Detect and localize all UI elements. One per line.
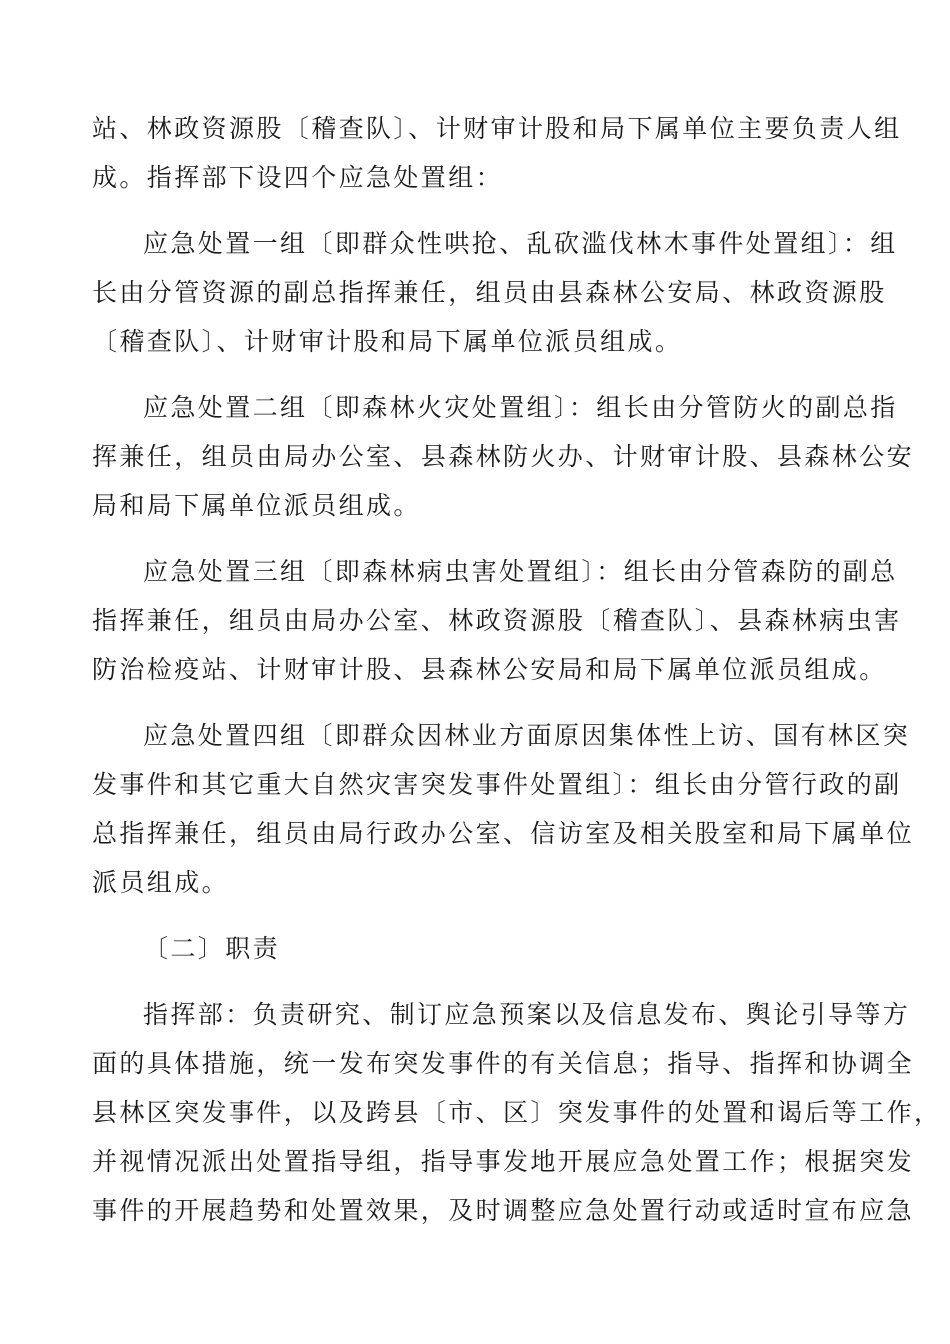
text-line: 指挥部：负责研究、制订应急预案以及信息发布、舆论引导等方 xyxy=(143,1000,911,1029)
section-heading: 〔二〕职责 xyxy=(143,934,281,963)
text-line: 并视情况派出处置指导组，指导事发地开展应急处置工作；根据突发 xyxy=(92,1147,915,1176)
text-line: 事件的开展趋势和处置效果，及时调整应急处置行动或适时宣布应急 xyxy=(92,1196,915,1225)
text-line: 防治检疫站、计财审计股、县森林公安局和局下属单位派员组成。 xyxy=(92,655,887,684)
text-line: 应急处置二组〔即森林火灾处置组〕：组长由分管防火的副总指 xyxy=(143,393,898,422)
text-line: 应急处置一组〔即群众性哄抢、乱砍滥伐林木事件处置组〕：组 xyxy=(143,229,898,258)
text-line: 应急处置四组〔即群众因林业方面原因集体性上访、国有林区突 xyxy=(143,721,911,750)
text-line: 面的具体措施，统一发布突发事件的有关信息；指导、指挥和协调全 xyxy=(92,1049,915,1078)
text-line: 总指挥兼任，组员由局行政办公室、信访室及相关股室和局下属单位 xyxy=(92,819,915,848)
text-line: 发事件和其它重大自然灾害突发事件处置组〕：组长由分管行政的副 xyxy=(92,770,902,799)
text-line: 挥兼任，组员由局办公室、县森林防火办、计财审计股、县森林公安 xyxy=(92,442,915,471)
text-line: 应急处置三组〔即森林病虫害处置组〕：组长由分管森防的副总 xyxy=(143,557,898,586)
text-line: 县林区突发事件，以及跨县〔市、区〕突发事件的处置和谒后等工作， xyxy=(92,1098,942,1127)
text-line: 长由分管资源的副总指挥兼任，组员由县森林公安局、林政资源股 xyxy=(92,278,887,307)
text-line: 成。指挥部下设四个应急处置组： xyxy=(92,163,504,192)
text-line: 站、林政资源股〔稽查队〕、计财审计股和局下属单位主要负责人组 xyxy=(92,114,902,143)
text-line: 局和局下属单位派员组成。 xyxy=(92,491,421,520)
text-line: 指挥兼任，组员由局办公室、林政资源股〔稽查队〕、县森林病虫害 xyxy=(92,606,902,635)
text-line: 〔稽查队〕、计财审计股和局下属单位派员组成。 xyxy=(92,327,683,356)
text-line: 派员组成。 xyxy=(92,868,230,897)
